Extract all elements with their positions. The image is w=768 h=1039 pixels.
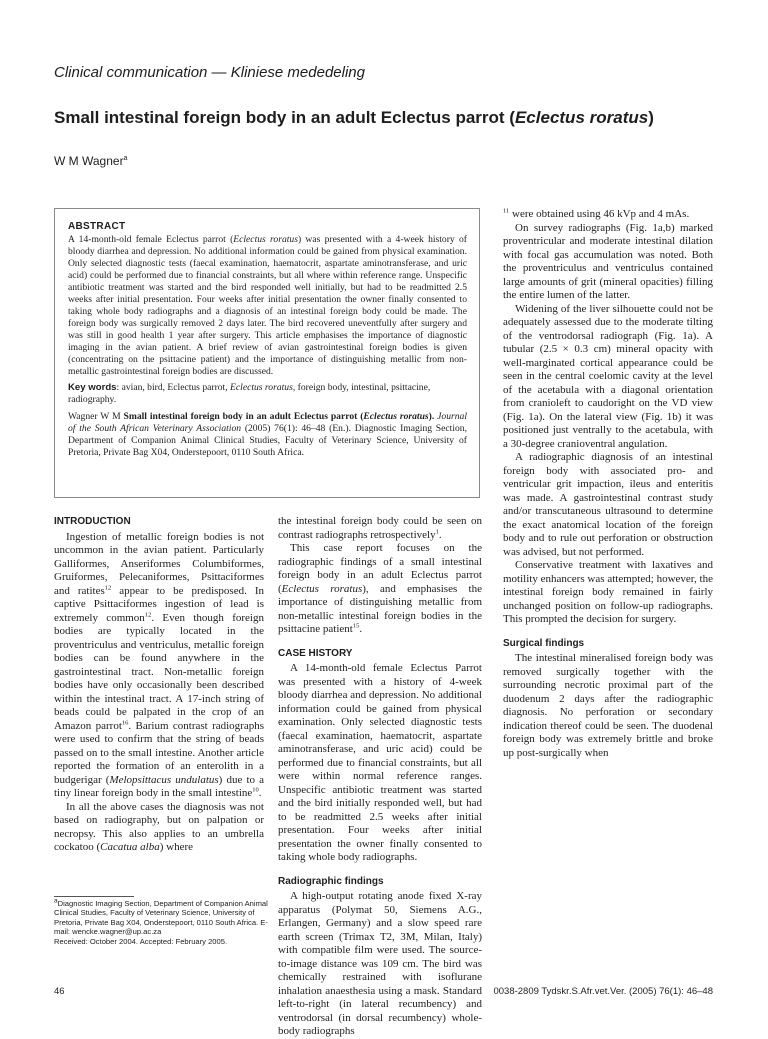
column-middle	[278, 515, 482, 1039]
title-species: Eclectus roratus	[514, 108, 649, 127]
surgical-paragraph: The intestinal mineralised foreign body was removed surgically together with the surrounding necrotic proximal part of the duodenum 2 days after the radiographic diagnosis. No perforation or secondary indication thereof could be seen. The duodenal foreign body was extremely brittle and broke up post-surgically when	[503, 652, 713, 759]
intro-paragraph: the intestinal foreign body could be seen on contrast radiographs retrospectively$^1$.	[278, 515, 482, 541]
citation: Wagner W M Small intestinal foreign body in an adult Eclectus parrot (Eclectus roratus). Journal of the South African Veterinary Association (2005) 76(1): 46–48 (En.). Diagnostic Imaging Section, Department of Companion Animal Clinical Studies, Faculty of Veterinary Science, University of Pretoria, Private Bag X04, Onderstepoort, 0110 South Africa.	[68, 411, 467, 458]
abstract-box	[54, 208, 480, 498]
journal-reference: 0038-2809 Tydskr.S.Afr.vet.Ver. (2005) 76(1): 46–48	[493, 986, 713, 997]
case-history-heading: CASE HISTORY	[278, 647, 353, 659]
radiographic-paragraph: $^{11}$ were obtained using 46 kVp and 4 mAs.	[503, 207, 690, 220]
radiographic-paragraph: Widening of the liver silhouette could not be adequately assessed due to the moderate tilting of the ventrodorsal radiograph (Fig. 1a). A tubular (2.5 × 0.3 cm) mineral opacity with well-marginated cortical appearance could be seen in the central coelomic cavity at the level of the acetabula with a diagonal orientation from cranioleft to caudoright on the VD view (Fig. 1a). On the lateral view (Fig. 1b) it was positioned just ventrally to the acetabula, with a 30-degree cranioventral angulation.	[503, 302, 713, 450]
case-history-paragraph: A 14-month-old female Eclectus Parrot was presented with a history of 4-week bloody diarrhea and depression. No additional information could be gained from physical examination. Only selected diagnostic tests (faecal examination, haematocrit, aspartate aminotransferase, and uric acid) could be performed due to financial constraints, but all were within normal reference ranges. Unspecific antibiotic treatment was started and the bird initially responded well, but had to be readmitted 2.5 weeks after initial presentation. Four weeks after initial presentation the owner finally consented to taking whole body radiographs.	[278, 662, 482, 863]
author-line: W M Wagner$^a$	[54, 154, 128, 168]
radiographic-findings-heading: Radiographic findings	[278, 875, 384, 887]
received-dates: Received: October 2004. Accepted: February 2005.	[54, 937, 228, 946]
intro-paragraph: Ingestion of metallic foreign bodies is not uncommon in the avian patient. Particularly Galliformes, Anseriformes Columbiformes, Gruiformes, Pelecaniformes, Psittaciformes and ratites$^{12}$ appear to be predisposed. In captive Psittaciformes ingestion of lead is extremely common$^{12}$. Even though foreign bodies are typically located in the proventriculus and ventriculus, metallic foreign bodies can be found anywhere in the gastrointestinal tract. Non-metallic foreign bodies have only occasionally been described within the intestinal tract. A 17-inch string of beads could be palpated in the crop of an Amazon parrot$^{16}$. Barium contrast radiographs were used to confirm that the string of beads passed on to the small intestine. Another article reported the formation of an enterolith in a budgerigar (Melopsittacus undulatus) due to a tiny linear foreign body in the small intestine$^{10}$.	[54, 530, 265, 799]
introduction-heading: INTRODUCTION	[54, 516, 131, 527]
page-number: 46	[54, 986, 65, 997]
radiographic-paragraph: A radiographic diagnosis of an intestinal foreign body with associated pro- and ventricular grit impaction, ileus and enteritis was made. A gastrointestinal contrast study and/or transcutaneous ultrasound to determine the exact anatomical location of the foreign body and to rule out perforation or obstruction was advised, but not performed.	[503, 451, 713, 558]
journal-name: Journal of the South African Veterinary Association	[68, 411, 467, 434]
column-right	[503, 208, 713, 760]
footnote-divider	[54, 896, 134, 897]
abstract-text: A 14-month-old female Eclectus parrot (Eclectus roratus) was presented with a 4-week history of bloody diarrhea and depression. No additional information could be gained from physical examination. Only selected diagnostic tests (faecal examination, haematocrit, aspartate aminotransferase, and uric acid) could be performed due to financial constraints, but all where within reference range. Unspecific antibiotic treatment was started and the bird responded well initially, but had to be readmitted 2.5 weeks after initial presentation. Four weeks after initial presentation the owner finally consented to taking whole body radiographs and a diagnosis of an intestinal foreign body could be made. The foreign body was surgically removed 2 days later. The bird recovered uneventfully after surgery and was still in good health 1 year after surgery. This article emphasises the importance of diagnostic imaging in the avian patient. A brief review of avian gastrointestinal foreign bodies is given (concentrating on the psittacine patient) and the importance of distinguishing metallic from non-metallic gastrointestinal foreign bodies are discussed.	[68, 234, 467, 377]
radiographic-paragraph: Conservative treatment with laxatives and motility enhancers was attempted; however, the intestinal foreign body remained in fairly unchanged position on follow-up radiographs. This prompted the decision for surgery.	[503, 559, 713, 625]
article-title: Small intestinal foreign body in an adult Eclectus parrot (Eclectus roratus)	[54, 108, 654, 127]
radiographic-paragraph: On survey radiographs (Fig. 1a,b) marked proventricular and moderate intestinal dilation with focal gas accumulation was noted. Both the proventriculus and ventriculus contained large amounts of grit (mineral opacities) filling the entire lumen of the latter.	[503, 221, 713, 301]
section-label: Clinical communication — Kliniese mededeling	[54, 64, 365, 81]
keywords: Key words: avian, bird, Eclectus parrot, Eclectus roratus, foreign body, intestinal, psittacine, radiography.	[68, 382, 431, 405]
radiographic-paragraph: A high-output rotating anode fixed X-ray apparatus (Polymat 50, Siemens A.G., Erlangen, Germany) and a slow speed rare earth screen (Trimax T2, 3M, Milan, Italy) with compatible film were used. The source-to-image distance was 109 cm. The bird was chemically restrained with isoflurane inhalation anaesthesia using a mask. Standard left-to-right (in lateral recumbency) and ventrodorsal (in dorsal recumbency) whole-body radiographs	[278, 890, 482, 1037]
intro-paragraph: In all the above cases the diagnosis was not based on radiography, but on palpation or necropsy. This also applies to an umbrella cockatoo (Cacatua alba) where	[54, 800, 264, 853]
intro-paragraph: This case report focuses on the radiographic findings of a small intestinal foreign body in an adult Eclectus parrot (Eclectus roratus), and emphasises the importance of distinguishing metallic from non-metallic intestinal foreign bodies in the psittacine patient$^{15}$.	[278, 542, 482, 635]
footnote: $^a$Diagnostic Imaging Section, Department of Companion Animal Clinical Studies, Faculty of Veterinary Science, University of Pretoria, Private Bag X04, Onderstepoort, 0110 South Africa. E-mail: wencke.wagner@up.ac.za	[54, 897, 268, 937]
column-left	[54, 515, 264, 855]
abstract-heading: ABSTRACT	[68, 221, 126, 232]
surgical-findings-heading: Surgical findings	[503, 637, 585, 649]
